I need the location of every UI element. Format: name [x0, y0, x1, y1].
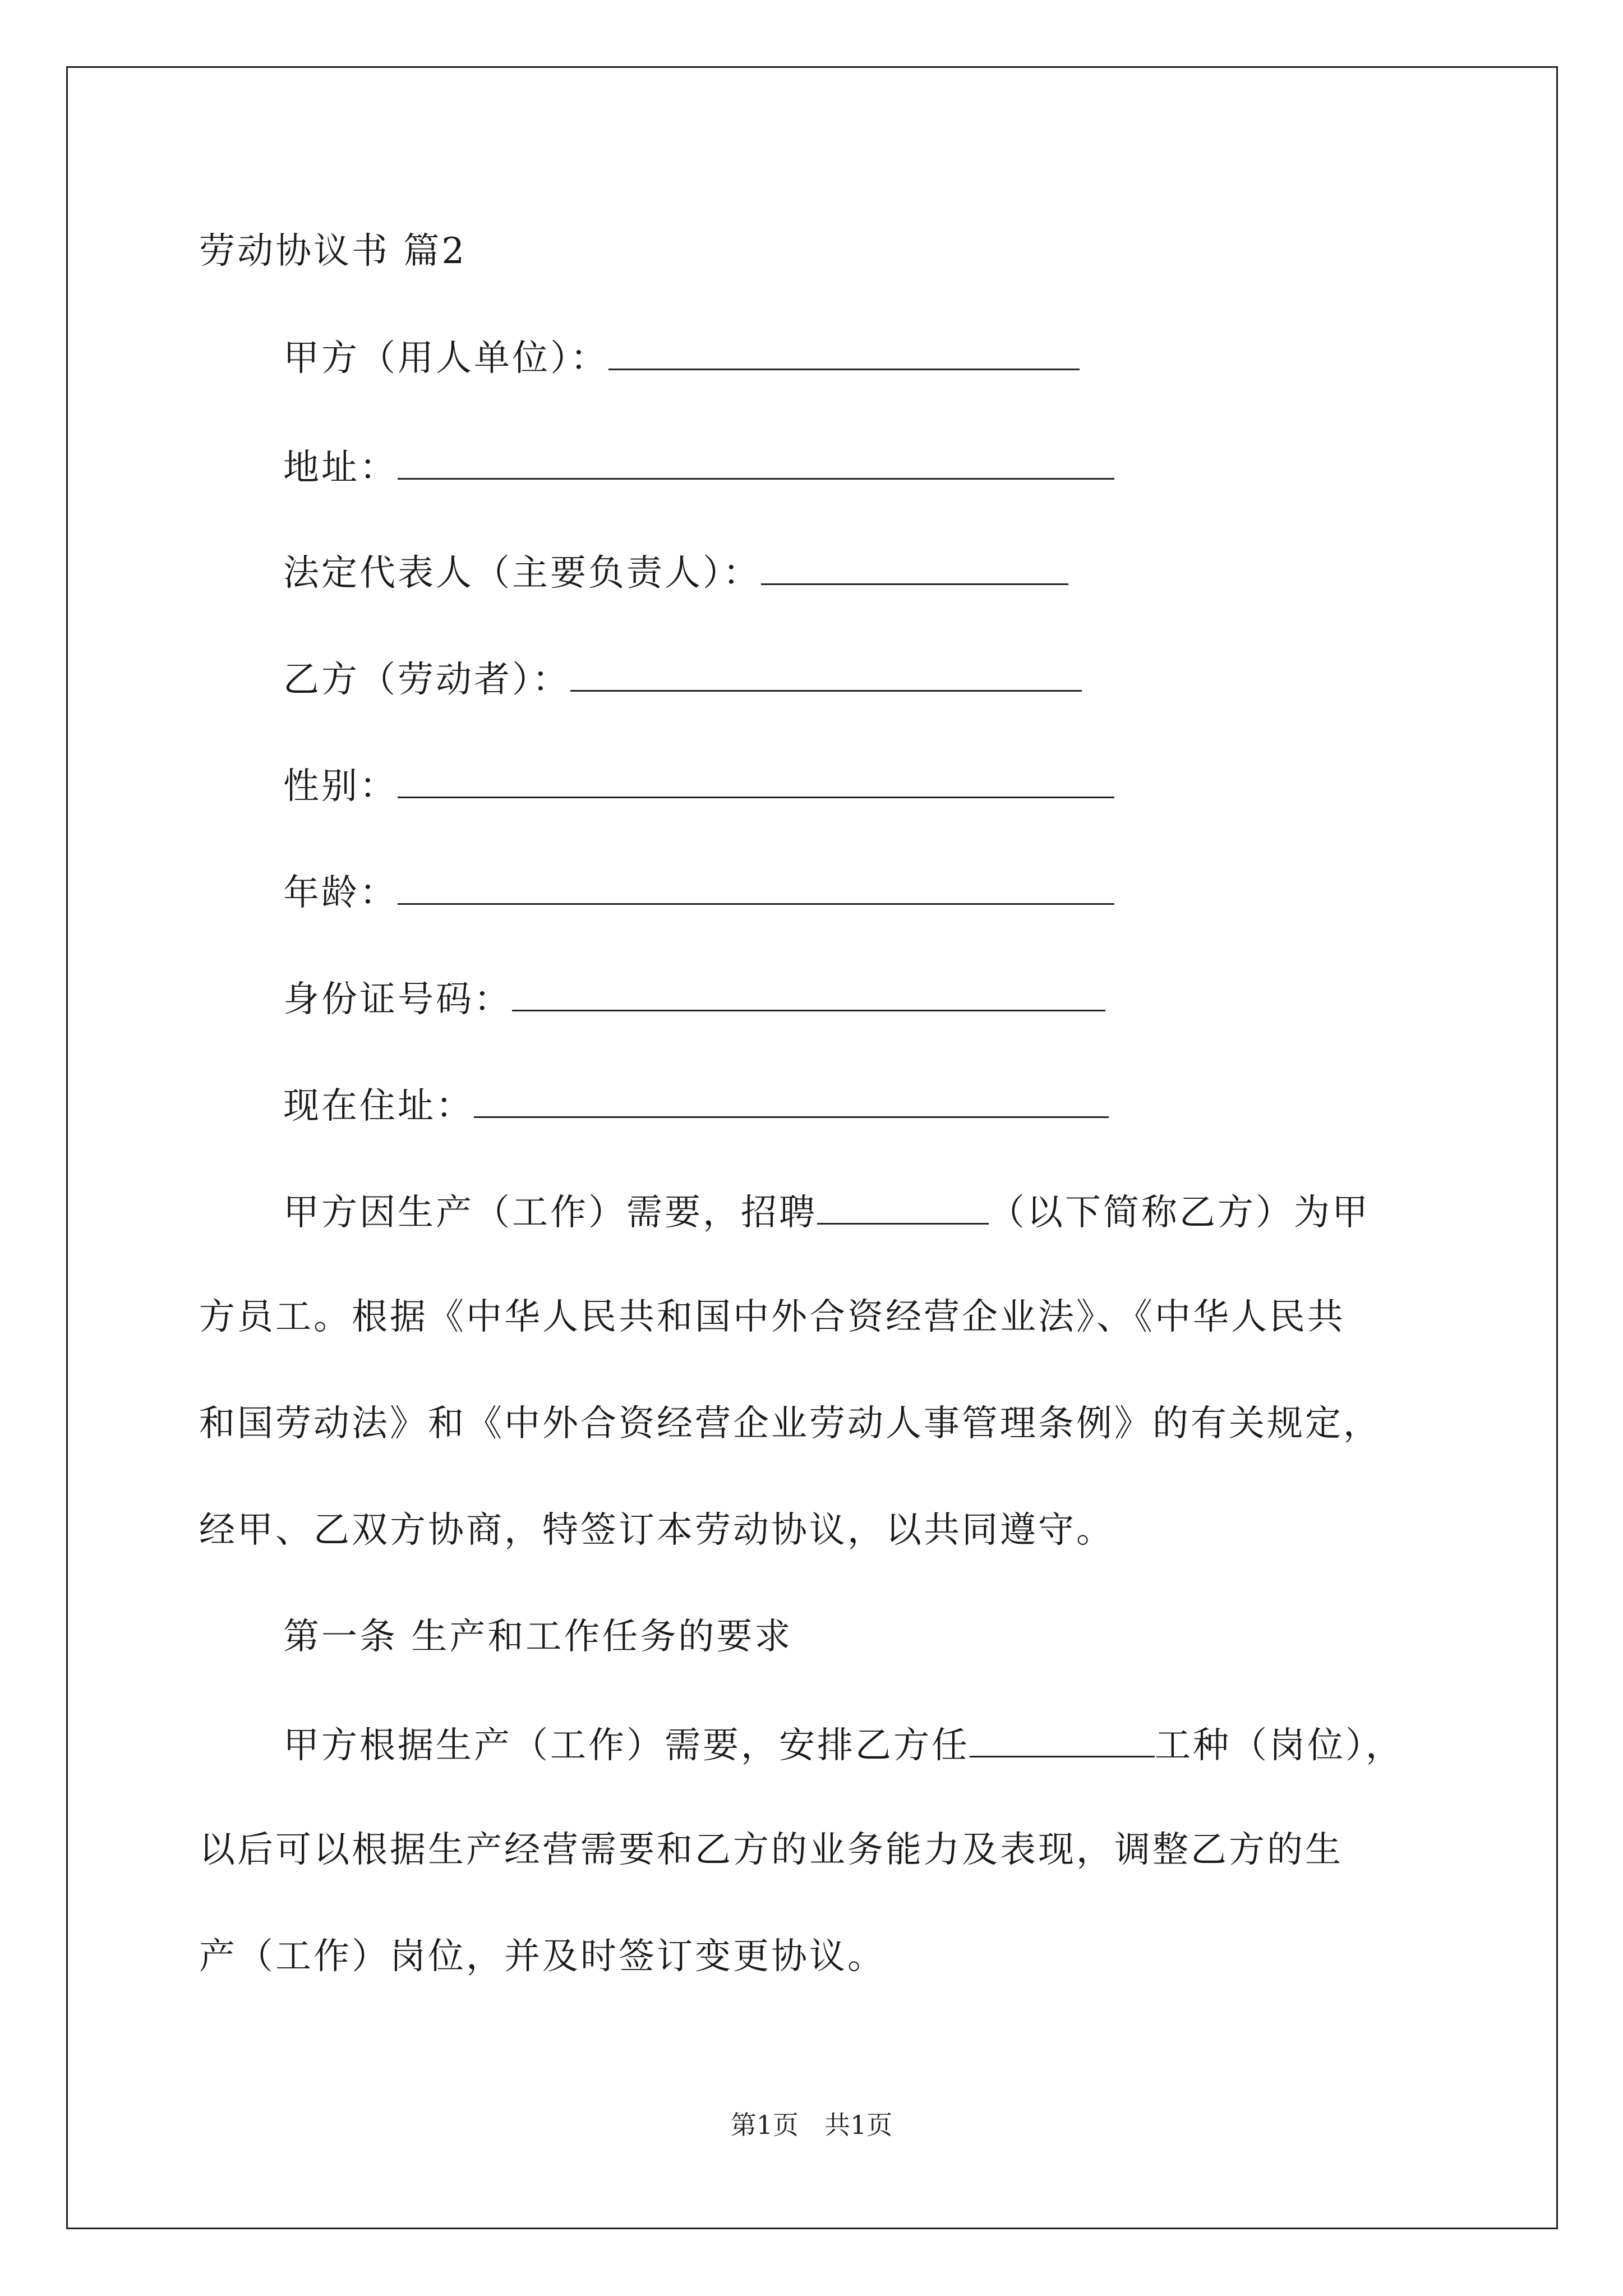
party-a-blank[interactable] — [608, 334, 1080, 370]
article-1-line-1: 甲方根据生产（工作）需要，安排乙方任 工种（岗位）， — [283, 1721, 1404, 1768]
age-field: 年龄： — [283, 868, 1114, 915]
recruit-name-blank[interactable] — [817, 1188, 989, 1225]
party-a-field: 甲方（用人单位）： — [283, 334, 1080, 381]
id-number-blank[interactable] — [512, 975, 1105, 1011]
page-number: 第1页 共1页 — [730, 2110, 893, 2140]
job-type-blank[interactable] — [970, 1721, 1155, 1757]
intro-line-2: 方员工。根据《中华人民共和国中外合资经营企业法》、《中华人民共 — [199, 1296, 1345, 1338]
legal-rep-field: 法定代表人（主要负责人）： — [283, 549, 1068, 596]
article-1-line-3: 产（工作）岗位，并及时签订变更协议。 — [199, 1936, 886, 1977]
article-1-title: 第一条 生产和工作任务的要求 — [283, 1616, 793, 1658]
address-blank[interactable] — [398, 443, 1114, 480]
current-address-field: 现在住址： — [283, 1082, 1109, 1129]
page-footer — [0, 2108, 1623, 2142]
party-b-blank[interactable] — [570, 655, 1082, 692]
gender-field: 性别： — [283, 762, 1114, 809]
page-frame — [66, 66, 1558, 2229]
age-blank[interactable] — [398, 868, 1114, 905]
id-number-field: 身份证号码： — [283, 975, 1105, 1022]
document-heading: 劳动协议书 篇2 — [199, 231, 467, 272]
current-address-blank[interactable] — [474, 1082, 1109, 1118]
party-b-field: 乙方（劳动者）： — [283, 655, 1082, 702]
intro-line-3: 和国劳动法》和《中外合资经营企业劳动人事管理条例》的有关规定， — [199, 1403, 1381, 1444]
intro-line-4: 经甲、乙双方协商，特签订本劳动协议，以共同遵守。 — [199, 1510, 1114, 1551]
legal-rep-blank[interactable] — [761, 549, 1068, 585]
address-field: 地址： — [283, 443, 1114, 490]
gender-blank[interactable] — [398, 762, 1114, 798]
intro-line-1: 甲方因生产（工作）需要，招聘 （以下简称乙方）为甲 — [283, 1188, 1370, 1235]
article-1-line-2: 以后可以根据生产经营需要和乙方的业务能力及表现，调整乙方的生 — [199, 1829, 1343, 1871]
